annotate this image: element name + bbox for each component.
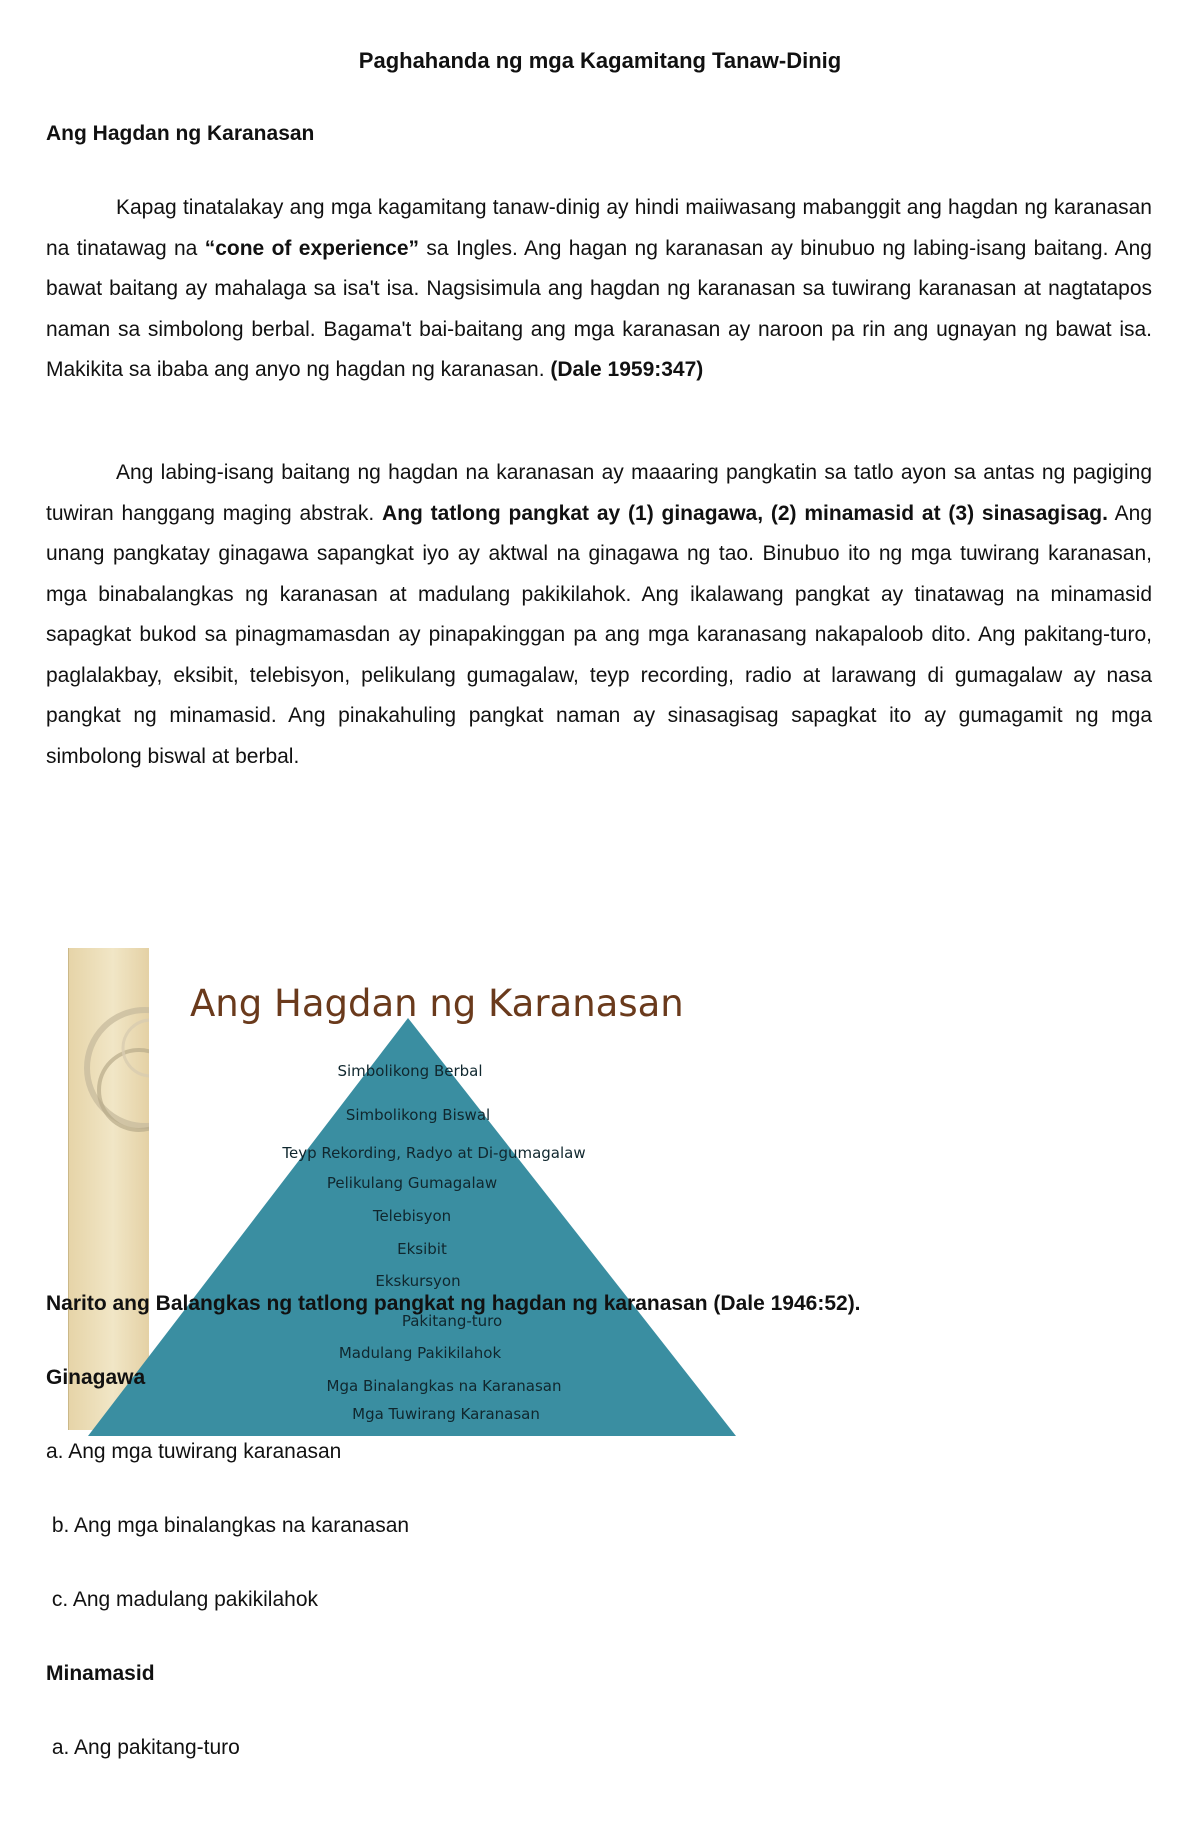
minamasid-item-a: a. Ang pakitang-turo	[46, 1736, 240, 1759]
step-teyp-rekording: Teyp Rekording, Radyo at Di-gumagalaw	[282, 1144, 586, 1162]
ginagawa-heading: Ginagawa	[46, 1366, 146, 1389]
cone-of-experience-figure	[68, 948, 748, 1438]
paragraph-1-text-a: Kapag tinatalakay ang mga kagamitang tanaw-dinig ay hindi maiiwasang mabanggit ang hagdan ng karanasan na tinatawag na	[46, 196, 1152, 260]
step-telebisyon: Telebisyon	[372, 1207, 452, 1225]
ginagawa-item-c: c. Ang madulang pakikilahok	[46, 1588, 319, 1611]
step-eksibit: Eksibit	[397, 1240, 447, 1258]
paragraph-2-text-a: Ang labing-isang baitang ng hagdan na karanasan ay maaaring pangkatin sa tatlo ayon sa antas ng pagiging tuwiran hanggang maging abstrak.	[46, 461, 1152, 525]
step-simbolikong-biswal: Simbolikong Biswal	[345, 1106, 491, 1124]
minamasid-heading: Minamasid	[46, 1662, 155, 1685]
step-ekskursyon: Ekskursyon	[375, 1272, 461, 1290]
step-mga-tuwirang-karanasan: Mga Tuwirang Karanasan	[352, 1405, 540, 1423]
balangkas-intro: Narito ang Balangkas ng tatlong pangkat ng hagdan ng karanasan (Dale 1946:52).	[46, 1292, 861, 1315]
paragraph-1-bold-term: “cone of experience”	[204, 236, 420, 260]
paragraph-1	[46, 188, 1152, 391]
paragraph-1-text-b: sa Ingles. Ang hagan ng karanasan ay binubuo ng labing-isang baitang. Ang bawat baitang ay mahalaga sa isa't isa. Nagsisimula ang hagdan ng karanasan sa tuwirang karanasan at nagtatapos naman sa simbolong berbal. Bagama't bai-baitang ang mga karanasan ay naroon pa rin ang ugnayan ng bawat isa. Makikita sa ibaba ang anyo ng hagdan ng karanasan.	[46, 236, 1152, 381]
paragraph-2-bold-groups: Ang tatlong pangkat ay (1) ginagawa, (2) minamasid at (3) sinasagisag.	[382, 501, 1108, 525]
step-simbolikong-berbal: Simbolikong Berbal	[337, 1062, 483, 1080]
paragraph-2	[46, 453, 1152, 777]
paragraph-1-citation: (Dale 1959:347)	[550, 358, 704, 381]
paragraph-2-text-b: Ang unang pangkatay ginagawa sapangkat iyo ay aktwal na ginagawa ng tao. Binubuo ito ng mga tuwirang karanasan, mga binabalangkas ng karanasan at madulang pakikilahok. Ang ikalawang pangkat ay tinatawag na minamasid sapagkat bukod sa pinagmamasdan ay pinapakinggan pa ang mga karanasang nakapaloob dito. Ang pakitang-turo, paglalakbay, eksibit, telebisyon, pelikulang gumagalaw, teyp recording, radio at larawang di gumagalaw ay nasa pangkat ng minamasid. Ang pinakahuling pangkat naman ay sinasagisag sapagkat ito ay gumagamit ng mga simbolong biswal at berbal.	[46, 501, 1153, 768]
step-pakitang-turo: Pakitang-turo	[401, 1312, 503, 1330]
step-pelikulang-gumagalaw: Pelikulang Gumagalaw	[326, 1174, 498, 1192]
step-mga-binalangkas: Mga Binalangkas na Karanasan	[326, 1377, 562, 1395]
section-heading: Ang Hagdan ng Karanasan	[46, 122, 315, 145]
ginagawa-item-a: a. Ang mga tuwirang karanasan	[46, 1440, 342, 1463]
figure-title: Ang Hagdan ng Karanasan	[190, 982, 684, 1025]
step-madulang-pakikilahok: Madulang Pakikilahok	[338, 1344, 502, 1362]
ginagawa-item-b: b. Ang mga binalangkas na karanasan	[46, 1514, 410, 1537]
document-title: Paghahanda ng mga Kagamitang Tanaw-Dinig	[358, 48, 842, 73]
